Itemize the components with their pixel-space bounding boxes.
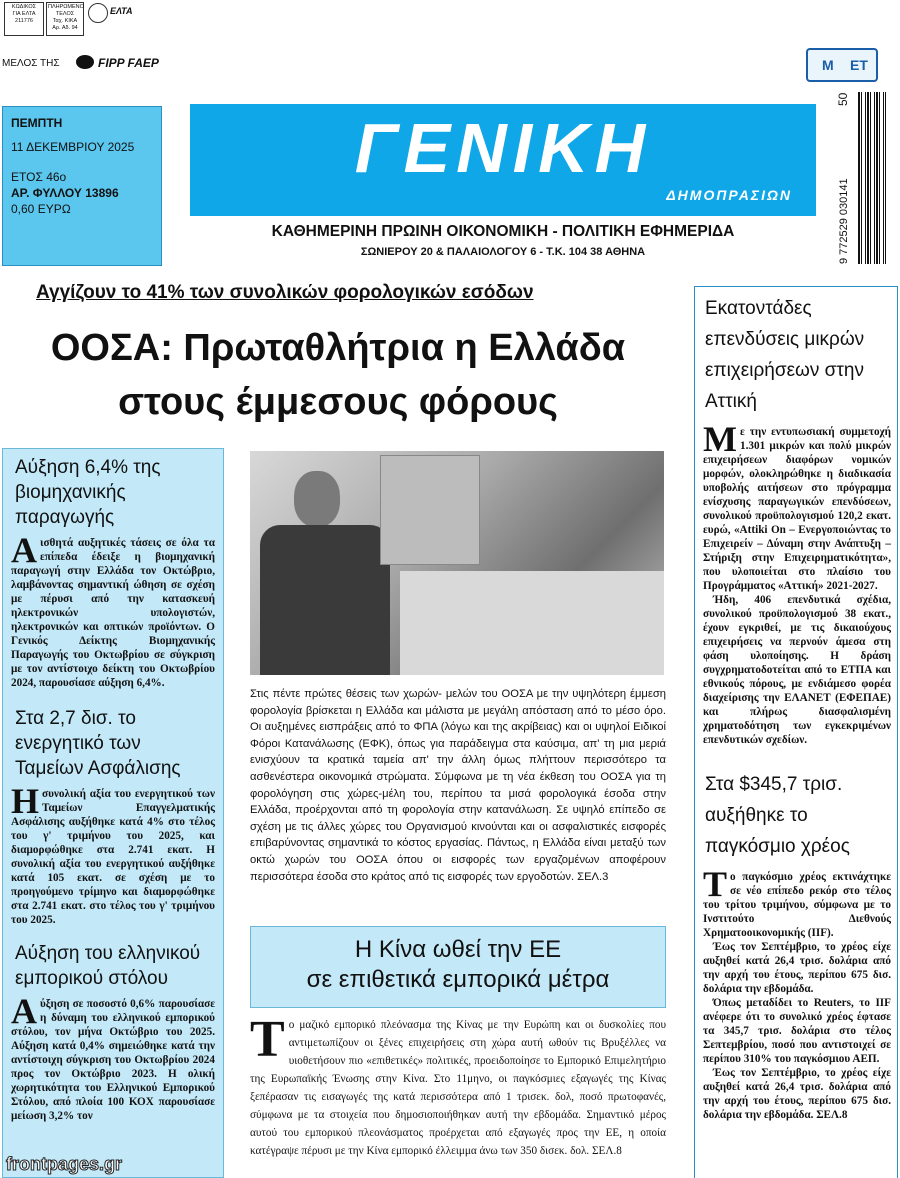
met-logo-et: ΕΤ: [850, 57, 868, 73]
left-item-3-title: Αύξηση του ελληνικού εμπορικού στόλου: [15, 943, 201, 989]
body-text: ο παγκόσμιο χρέος εκτινάχτηκε σε νέο επίπεδο ρεκόρ στο τέλος του τρίτου τριμήνου, σύμφωνα με το Ινστιτούτο Διεθνούς Χρηματοοικονομικής (IIF).: [703, 871, 891, 939]
china-headline-line2: σε επιθετικά εμπορικά μέτρα: [306, 966, 610, 993]
barcode: [858, 92, 886, 264]
stamp-line: ΤΕΛΟΣ: [55, 11, 75, 17]
dropcap: Μ: [703, 419, 737, 459]
main-story-body: Στις πέντε πρώτες θέσεις των χωρών- μελών του ΟΟΣΑ με την υψηλότερη έμμεση φορολογία βρίσκεται η Ελλάδα και μάλιστα με μεγάλη απόσταση από το μέσο όρο. Οι αυξημένες εισπράξεις από το ΦΠΑ (λόγω και της ακρίβειας) και οι υψηλοί Ειδικοί Φόροι Κατανάλωσης (ΕΦΚ), όπως για παράδειγμα στα καύσιμα, απ' τη μια μεριά ενισχύουν τα κρατικά ταμεία απ' την άλλη όμως πλήττουν περισσότερο τα ασθενέστερα οικονομικά στρώματα. Σύμφωνα με τη νέα έκθεση του ΟΟΣΑ για τη φορολόγηση στις χώρες-μέλη του, περίπου τα μισά φορολογικά έσοδα στην Ελλάδα, προέρχονται από τη φορολογία στην κατανάλωση. Σε υψηλό επίπεδο σε σχέση με τις άλλες χώρες του Οργανισμού κινούνται και οι ασφαλιστικές εισφορές επιβαρύνοντας σημαντικά το κόστος εργασίας. Πάντως, η Ελλάδα είναι μεταξύ των οκτώ χωρών του ΟΟΣΑ όπου οι εισφορές των εργαζομένων αποφέρουν περισσότερα έσοδα στο κράτος από τις εισφορές των εργοδοτών. ΣΕΛ.3: [250, 688, 666, 883]
dropcap: Η: [11, 781, 40, 821]
main-headline-line2: στους έμμεσους φόρους: [118, 381, 558, 423]
newspaper-title: ΓΕΝΙΚΗ: [354, 109, 652, 187]
photo-person-head: [294, 471, 340, 527]
year: ΕΤΟΣ 46ο: [11, 170, 67, 184]
right-item-2-body4: Έως τον Σεπτέμβριο, το χρέος είχε αυξηθεί κατά 26,4 τρισ. δολάρια από την αρχή του έτους, περίπου 675 δισ. δολάρια την εβδομάδα. ΣΕΛ.8: [703, 1067, 891, 1121]
met-logo-m: Μ: [822, 57, 834, 73]
barcode-top-number: 50: [836, 92, 850, 106]
left-item-1-title: Αύξηση 6,4% της βιομηχανικής παραγωγής: [15, 457, 161, 528]
left-item-2-body: [11, 781, 215, 927]
right-item-1-body2: Ήδη, 406 επενδυτικά σχέδια, συνολικού προϋπολογισμού 38 εκατ., έχουν εγκριθεί, με τις δικαιούχους επιχειρήσεις να περνούν άμεσα στη φάση υλοποίησης. Η δράση συγχρηματοδοτείται από το ΕΤΠΑ και εθνικούς πόρους, με ενδιάμεσο φορέα διαχείρισης την ΕΛΑΝΕΤ (ΕΦΕΠΑΕ) και πλήρως διασφαλισμένη χρηματοδότηση των εγκεκριμένων επενδυτικών σχεδίων.: [703, 594, 891, 746]
photo-counter: [400, 571, 664, 675]
right-item-2-body3: Όπως μεταδίδει το Reuters, το IIF ανέφερε ότι το συνολικό χρέος έφτασε τα 345,7 τρισ. δολάρια στο τέλος Σεπτεμβρίου, ποσό που αντιστοιχεί σε περίπου 310% του παγκόσμιου ΑΕΠ.: [703, 997, 891, 1065]
watermark: frontpages.gr: [6, 1154, 123, 1174]
stamp-line: Ταχ. ΚΙΚΑ: [52, 18, 78, 24]
dropcap: Τ: [703, 864, 728, 904]
address: ΣΩΝΙΕΡΟΥ 20 & ΠΑΛΑΙΟΛΟΓΟΥ 6 - Τ.Κ. 104 38 ΑΘΗΝΑ: [360, 246, 646, 258]
stamp-line: Αρ. Αδ. 94: [52, 25, 78, 31]
left-item-2-title: Στα 2,7 δισ. το ενεργητικό των Ταμείων Ασφάλισης: [15, 708, 181, 779]
dropcap: Α: [11, 530, 37, 570]
body-text: ο μαζικό εμπορικό πλεόνασμα της Κίνας με την Ευρώπη και οι δυσκολίες που αντιμετωπίζουν οι ξένες επιχειρήσεις στη χώρα αυτή ωθούν τις Βρυξέλλες να υιοθετήσουν πιο «επιθετικές» πολιτικές, προειδοποίησε το Εμπορικό Επιμελητήριο της Ευρωπαϊκής Ένωσης στην Κίνα. Στο 11μηνο, οι παγκόσμιες εξαγωγές της Κίνας ξεπέρασαν τις εισαγωγές της κατά περισσότερα από 1 τρισεκ. δολ, ποσό πρωτοφανές, σύμφωνα με τα στοιχεία που δημοσιοποιήθηκαν αυτή την εβδομάδα. Σημαντικό μέρος αυτού του εμπορικού πλεονάσματος προέρχεται από εξαγωγές προς την ΕΕ, η οποία κατέγραψε πέρυσι με την Κίνα εμπορικό έλλειμμα άνω των 350 δισεκ. δολ. ΣΕΛ.8: [250, 1019, 666, 1157]
left-item-1-body: [11, 530, 215, 690]
met-logo: [806, 48, 878, 82]
photo-person-body: [260, 525, 390, 675]
right-item-1-body: [703, 419, 891, 593]
date-box: [2, 106, 162, 266]
newspaper-subtitle: ΔΗΜΟΠΡΑΣΙΩΝ: [666, 187, 792, 203]
day: ΠΕΜΠΤΗ: [11, 116, 63, 130]
postal-code-stamp: [4, 2, 44, 36]
body-text: ισθητά αυξητικές τάσεις σε όλα τα επίπεδα έδειξε η βιομηχανική παραγωγή στην Ελλάδα τον Οκτώβριο, λαμβάνοντας σημαντική ώθηση σε σχέση με πέρυσι από την κατασκευή ηλεκτρονικών υπολογιστών, ηλεκτρονικών και οπτικών προϊόντων. Ο Γενικός Δείκτης Βιομηχανικής Παραγωγής του Οκτωβρίου σε σύγκριση με τον αντίστοιχο δείκτη του Οκτωβρίου 2024, παρουσίασε αύξηση 6,4%.: [11, 537, 215, 689]
main-photo: [250, 451, 664, 675]
fipp-logo-icon: [76, 55, 94, 69]
right-item-2-body2: Έως τον Σεπτέμβριο, το χρέος είχε αυξηθεί κατά 26,4 τρισ. δολάρια από την αρχή του έτους, περίπου 675 δισ. δολάρια την εβδομάδα.: [703, 941, 891, 995]
stamp-line: ΠΛΗΡΩΜΕΝΟ: [48, 4, 84, 10]
china-headline-line1: Η Κίνα ωθεί την ΕΕ: [354, 936, 562, 963]
main-kicker: Αγγίζουν το 41% των συνολικών φορολογικών εσόδων: [36, 282, 534, 303]
dropcap: Τ: [250, 1011, 285, 1068]
china-story-body: [250, 1011, 666, 1160]
price: 0,60 ΕΥΡΩ: [11, 202, 71, 216]
paid-fee-stamp: [46, 2, 84, 36]
body-text: ε την εντυπωσιακή συμμετοχή 1.301 μικρών και πολύ μικρών επιχειρήσεων διαφόρων νομικών μορφών, ολοκληρώθηκε η διαδικασία υποβολής αιτήσεων στο πρόγραμμα ενίσχυσης παραγωγικών επενδύσεων, συνολικού προϋπολογισμού 120,2 εκατ. ευρώ, «Attiki On – Ενεργοποιώντας το Επιχειρείν – Δύναμη στην Ανάπτυξη – Στήριξη στην Επιχειρηματικότητα», που υλοποιείται στο πλαίσιο του Προγράμματος «Αττική» 2021-2027.: [703, 426, 891, 592]
main-headline-line1: ΟΟΣΑ: Πρωταθλήτρια η Ελλάδα: [50, 327, 626, 369]
photo-window: [380, 455, 480, 565]
right-news-column: [694, 286, 898, 1178]
right-item-2-title: Στα $345,7 τρισ. αυξήθηκε το παγκόσμιο χρέος: [705, 774, 850, 857]
stamp-line: 211776: [15, 18, 33, 24]
china-headline-box: [250, 926, 666, 1008]
date: 11 ΔΕΚΕΜΒΡΙΟΥ 2025: [11, 140, 135, 154]
issue-number: ΑΡ. ΦΥΛΛΟΥ 13896: [11, 186, 119, 200]
left-item-3-body: [11, 991, 215, 1123]
body-text: ύξηση σε ποσοστό 0,6% παρουσίασε η δύναμη του ελληνικού εμπορικού στόλου, τον μήνα Οκτώβριο του 2025. Αύξηση κατά 0,4% σημειώθηκε κατά την αντίστοιχη σύγκριση του Οκτωβρίου 2024 προς τον Οκτώβριο 2023. Η ολική χωρητικότητα του Ελληνικού Εμπορικού Στόλου, από πλοία 100 ΚΟΧ παρουσίασε μείωση 3,2% τον: [11, 998, 215, 1122]
barcode-digits: 9 772529 030141: [838, 178, 850, 264]
tagline: ΚΑΘΗΜΕΡΙΝΗ ΠΡΩΙΝΗ ΟΙΚΟΝΟΜΙΚΗ - ΠΟΛΙΤΙΚΗ ΕΦΗΜΕΡΙΔΑ: [271, 223, 735, 240]
member-orgs: FIPP FAEP: [98, 56, 159, 70]
left-news-column: [2, 448, 224, 1178]
dropcap: Α: [11, 991, 37, 1031]
member-label: ΜΕΛΟΣ ΤΗΣ: [2, 58, 60, 69]
body-text: συνολική αξία του ενεργητικού των Ταμείων Επαγγελματικής Ασφάλισης αυξήθηκε κατά 4% στο τέλος του γ' τριμήνου του 2025, και διαμορφώθηκε στα 2.741 εκατ. Η συνολική αξία του ενεργητικού αυξήθηκε κατά 105 εκατ. σε σχέση με το προηγούμενο τρίμηνο και διαμορφώθηκε στα 2.741 εκατ. στο τέλος του γ' τριμήνου του 2025.: [11, 788, 215, 926]
stamp-line: ΓΙΑ ΕΛΤΑ: [12, 11, 36, 17]
elta-logo-icon: [88, 3, 108, 23]
right-item-1-title: Εκατοντάδες επενδύσεις μικρών επιχειρήσεων στην Αττική: [705, 298, 865, 412]
masthead: [190, 104, 816, 216]
stamp-line: ΚΩΔΙΚΟΣ: [11, 4, 37, 10]
elta-logo-text: ΕΛΤΑ: [110, 6, 133, 16]
right-item-2-body: [703, 864, 891, 940]
